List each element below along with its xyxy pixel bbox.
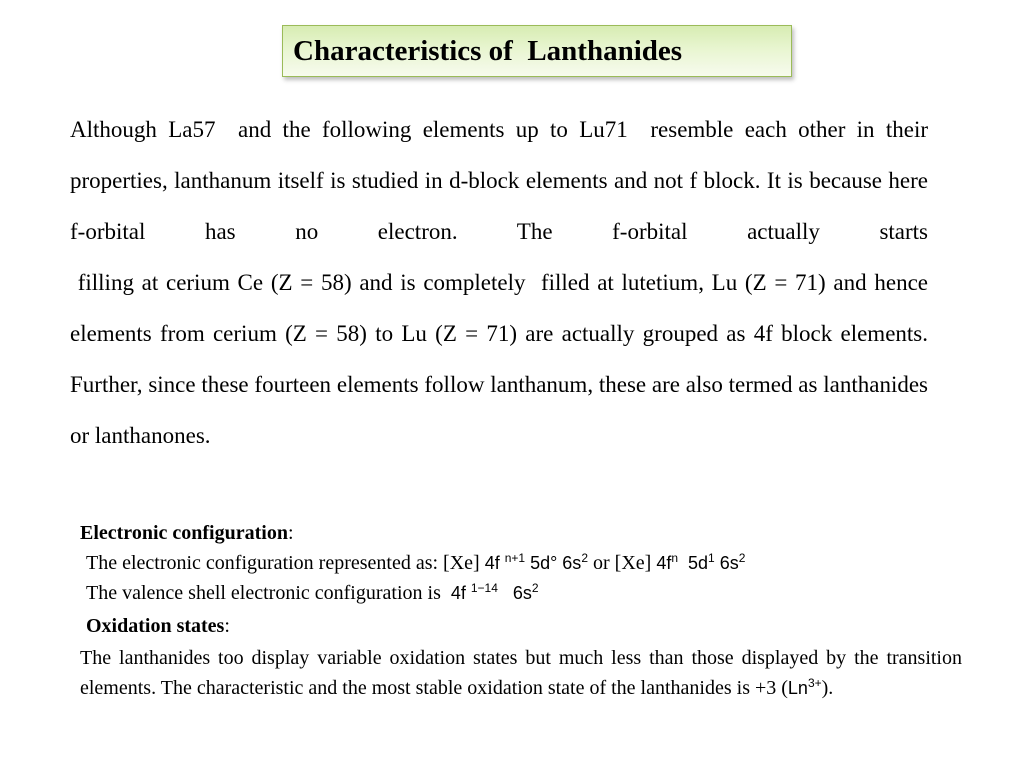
config-formula1	[485, 553, 588, 573]
valence-formula-rest: 6s	[497, 583, 532, 603]
intro-seg4: filling at cerium Ce (Z = 58) and is completely	[70, 270, 534, 295]
intro-seg5: filled at lutetium, Lu (Z = 71) and hence elements from cerium (Z = 58) to Lu (Z = 71) are actually grouped as 4f block elements. Further, since these fourteen elements follow lanthanum, these are also termed as lanthanides or lanthanones.	[70, 270, 928, 448]
config-line1-mid: or [Xe]	[588, 552, 657, 574]
valence-formula-sup2: 2	[531, 581, 539, 595]
config-formula2	[656, 553, 745, 573]
config-formula2-rest: 5d	[678, 553, 709, 573]
oxidation-heading: Oxidation states	[86, 615, 225, 637]
intro-seg1: Although La57	[70, 117, 227, 142]
config-formula2-rest2: 6s	[714, 553, 739, 573]
ion-formula	[788, 678, 822, 698]
title-box	[282, 25, 792, 77]
config-formula2-sup2: 1	[708, 551, 715, 565]
valence-formula-base: 4f	[450, 583, 471, 603]
electronic-config-heading: Electronic configuration	[80, 522, 288, 544]
oxidation-text-prefix: The lanthanides too display variable oxidation states but much less than those displayed by the transition elements. The characteristic and the most stable oxidation state of the lanthanides is +3 (	[80, 647, 962, 699]
config-formula1-base: 4f	[484, 553, 505, 573]
oxidation-heading-line	[86, 611, 230, 641]
config-formula1-rest: 5d° 6s	[525, 553, 582, 573]
config-formula1-sup: n+1	[504, 551, 526, 565]
intro-paragraph	[70, 104, 928, 461]
electronic-config-colon: :	[287, 522, 294, 544]
valence-formula	[451, 583, 539, 603]
config-formula2-sup3: 2	[738, 551, 746, 565]
config-line1-prefix: The electronic configuration represented as: [Xe]	[86, 552, 485, 574]
electronic-config-line2	[86, 578, 539, 608]
page-title: Characteristics of Lanthanides	[293, 34, 683, 67]
intro-seg3: resemble each other in their properties, lanthanum itself is studied in d-block elements and not f block. It is because here f-orbital has no electron. The f-orbital actually starts	[70, 117, 929, 244]
oxidation-paragraph	[80, 643, 962, 703]
oxidation-colon: :	[224, 615, 230, 637]
config-formula2-sup: n	[671, 551, 679, 565]
intro-seg2: and the following elements up to Lu71	[226, 117, 640, 142]
electronic-config-heading-line	[80, 518, 294, 548]
config-formula2-base: 4f	[656, 553, 672, 573]
config-line2-prefix: The valence shell electronic configuration is	[86, 582, 451, 604]
config-formula1-sup2: 2	[581, 551, 588, 565]
ion-sup: 3+	[807, 676, 822, 690]
ion-base: Ln	[787, 678, 808, 698]
valence-formula-sup: 1−14	[470, 581, 498, 595]
electronic-config-line1	[86, 548, 745, 578]
oxidation-text-suffix: ).	[821, 677, 834, 699]
